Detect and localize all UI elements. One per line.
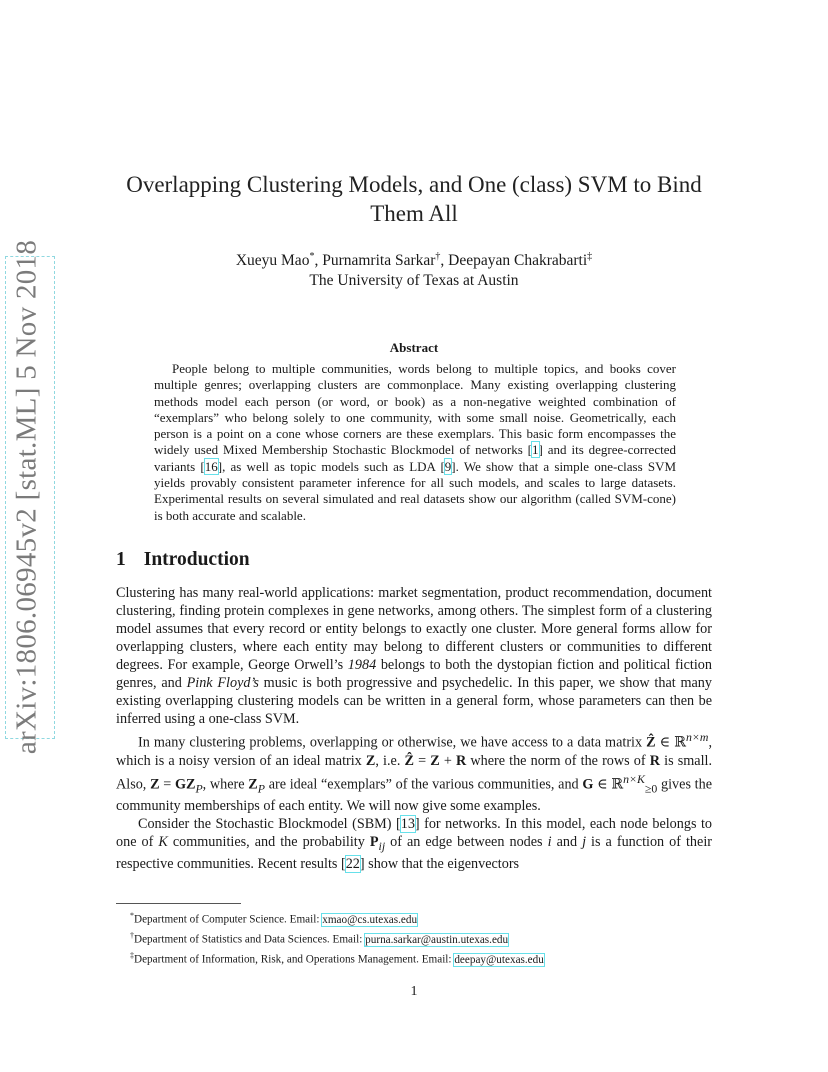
footnote <box>116 908 712 928</box>
abstract-text: People belong to multiple communities, words belong to multiple topics, and books cover multiple genres; overlapping clusters are commonplace. Many existing overlapping clustering methods model each person (or word, or book) as a non-negative weighted combination of “exemplars” who belong solely to one community, with some small noise. Geometrically, each person is a point on a cone whose corners are these exemplars. This basic form encompasses the widely used Mixed Membership Stochastic Blockmodel of networks <box>154 361 676 458</box>
math-symbol: R <box>649 752 660 769</box>
citation-link[interactable]: 16 <box>204 458 218 474</box>
author-list: Xueyu Mao*, Purnamrita Sarkar†, Deepayan Chakrabarti‡ <box>235 251 593 270</box>
math-symbol: ∈ ℝ <box>593 776 624 793</box>
author-name: Xueyu Mao <box>235 252 310 270</box>
math-symbol: K <box>158 834 168 851</box>
math-symbol: Ẑ <box>404 752 414 769</box>
italic-title: 1984 <box>347 657 377 673</box>
abstract-text: and its degree-corrected variants <box>154 442 676 474</box>
text-run: for networks. In this model, each node belongs to one of <box>116 816 712 851</box>
text-run: , i.e. <box>375 752 405 769</box>
math-symbol: Z <box>248 776 258 793</box>
text-run: show that the eigenvectors <box>364 856 520 873</box>
footnote-mark: † <box>130 930 134 940</box>
math-symbol: j <box>582 834 587 851</box>
abstract-text: . We show that a simple one-class SVM yields provably consistent parameter inference for all such models, and scales to large datasets. Experimental results on several simulated and real datasets show our algorithm (called SVM-cone) is both accurate and scalable. <box>154 458 677 523</box>
math-symbol: ∈ ℝ <box>655 734 686 751</box>
paragraph <box>116 584 712 728</box>
math-symbol: Z <box>365 752 376 769</box>
citation-link[interactable]: 22 <box>345 856 360 873</box>
citation-link[interactable]: 9 <box>444 458 452 474</box>
math-symbol: n×K <box>623 771 645 786</box>
footnote <box>116 948 712 968</box>
text-run: Consider the Stochastic Blockmodel (SBM) <box>138 816 396 833</box>
abstract-body: People belong to multiple communities, words belong to multiple topics, and books cover multiple genres; overlapping clusters are commonplace. Many existing overlapping clustering methods model each person (or word, or book) as a non-negative weighted combination of “exemplars” who belong solely to one community, with some small noise. Geometrically, each person is a point on a cone whose corners are these exemplars. This basic form encompasses the widely used Mixed Membership Stochastic Blockmodel of networks [1] and its degree-corrected variants [16], as well as topic models such as LDA [9]. We show that a simple one-class SVM yields provably consistent parameter inference for all such models, and scales to large datasets. Experimental results on several simulated and real datasets show our algorithm (called SVM-cone) is both accurate and scalable. <box>154 361 677 523</box>
math-symbol: + <box>439 752 456 769</box>
math-symbol: = <box>159 776 175 793</box>
text-run: of an edge between nodes <box>385 834 548 851</box>
paragraph: Consider the Stochastic Blockmodel (SBM) [13] for networks. In this model, each node belongs to one of K communities, and the probability $P_{ij}$ of an edge between nodes i and j is a function of their respective communities. Recent results [22] show that the eigenvectors <box>116 816 712 873</box>
citation-link[interactable]: 13 <box>400 816 415 833</box>
math-symbol: R <box>455 752 467 769</box>
math-symbol: Z <box>430 752 440 769</box>
math-symbol: G <box>582 776 594 793</box>
section-title: Introduction <box>143 549 250 570</box>
text-run: is a function of their respective communities. Recent results <box>116 834 712 873</box>
footnote-text: Department of Computer Science. Email: <box>134 913 323 926</box>
text-run: Clustering has many real-world applications: market segmentation, product recommendation, document clustering, finding protein complexes in gene networks, among others. The simplest form of a clustering model assumes that every record or entity belongs to exactly one cluster. More general forms allow for overlapping clusters, where each entity may belong to different clusters or communities to different degrees. For example, George Orwell’s <box>116 585 712 673</box>
text-run: music is both progressive and psychedelic. In this paper, we show that many existing overlapping clustering models can be written in a general form, whose parameters can then be inferred using a one-class SVM. <box>116 675 712 727</box>
math-symbol: GZ <box>174 776 196 793</box>
footnote-mark[interactable]: † <box>435 251 441 262</box>
text-run: is small. Also, <box>116 752 712 793</box>
footnote-mark: ‡ <box>130 950 134 960</box>
text-run: communities, and the probability <box>167 834 370 851</box>
text-run: In many clustering problems, overlapping or otherwise, we have access to a data matrix <box>138 734 647 751</box>
page-number: 1 <box>410 984 418 999</box>
citation-link[interactable]: 1 <box>532 442 539 458</box>
italic-title: Pink Floyd’s <box>186 675 259 691</box>
math-symbol: P <box>257 781 265 796</box>
abstract-text: , as well as topic models such as LDA <box>222 458 441 474</box>
text-run: , which is a noisy version of an ideal matrix <box>116 734 712 769</box>
footnote-mark[interactable]: ‡ <box>587 251 593 262</box>
math-symbol: Z <box>150 776 160 793</box>
math-symbol: ≥0 <box>644 781 658 796</box>
paragraph <box>116 728 712 815</box>
math-symbol: P <box>369 834 379 851</box>
paper-title: Overlapping Clustering Models, and One (class) SVM to Bind Them All <box>126 172 702 226</box>
author-name: Purnamrita Sarkar <box>322 252 436 270</box>
math-symbol: Ẑ <box>646 734 656 751</box>
section-number: 1 <box>116 549 126 570</box>
math-symbol: = <box>413 752 431 769</box>
footnote <box>116 928 712 948</box>
math-symbol: ij <box>378 839 386 854</box>
footnotes <box>116 908 712 968</box>
arxiv-identifier: arXiv:1806.06945v2 [stat.ML] 5 Nov 2018 <box>10 239 43 755</box>
author-name: Deepayan Chakrabarti <box>448 252 588 270</box>
text-run: where the norm of the rows of <box>466 752 650 769</box>
math-symbol: P <box>195 781 203 796</box>
text-run: belongs to both the dystopian fiction and political fiction genres, and <box>116 657 712 691</box>
footnote-mark: * <box>130 911 134 920</box>
text-run: , where <box>202 776 249 793</box>
affiliation: The University of Texas at Austin <box>309 272 519 290</box>
email-link[interactable]: purna.sarkar@austin.utexas.edu <box>365 933 509 946</box>
section-heading <box>116 549 250 571</box>
footnote-text: Department of Information, Risk, and Operations Management. Email: <box>134 953 455 966</box>
math-symbol: n×m <box>686 730 709 744</box>
abstract-heading: Abstract <box>389 340 439 355</box>
email-link[interactable]: deepay@utexas.edu <box>454 953 544 966</box>
footnote-divider <box>116 903 241 904</box>
author-block <box>110 247 718 291</box>
text-run: and <box>551 834 583 851</box>
footnote-mark[interactable]: * <box>309 251 315 262</box>
text-run: are ideal “exemplars” of the various communities, and <box>265 776 583 793</box>
text-run: gives the community memberships of each entity. We will now give some examples. <box>116 776 712 815</box>
introduction-body <box>116 584 712 873</box>
footnote-text: Department of Statistics and Data Sciences. Email: <box>134 933 366 946</box>
math-symbol: i <box>547 834 552 851</box>
email-link[interactable]: xmao@cs.utexas.edu <box>322 913 418 926</box>
